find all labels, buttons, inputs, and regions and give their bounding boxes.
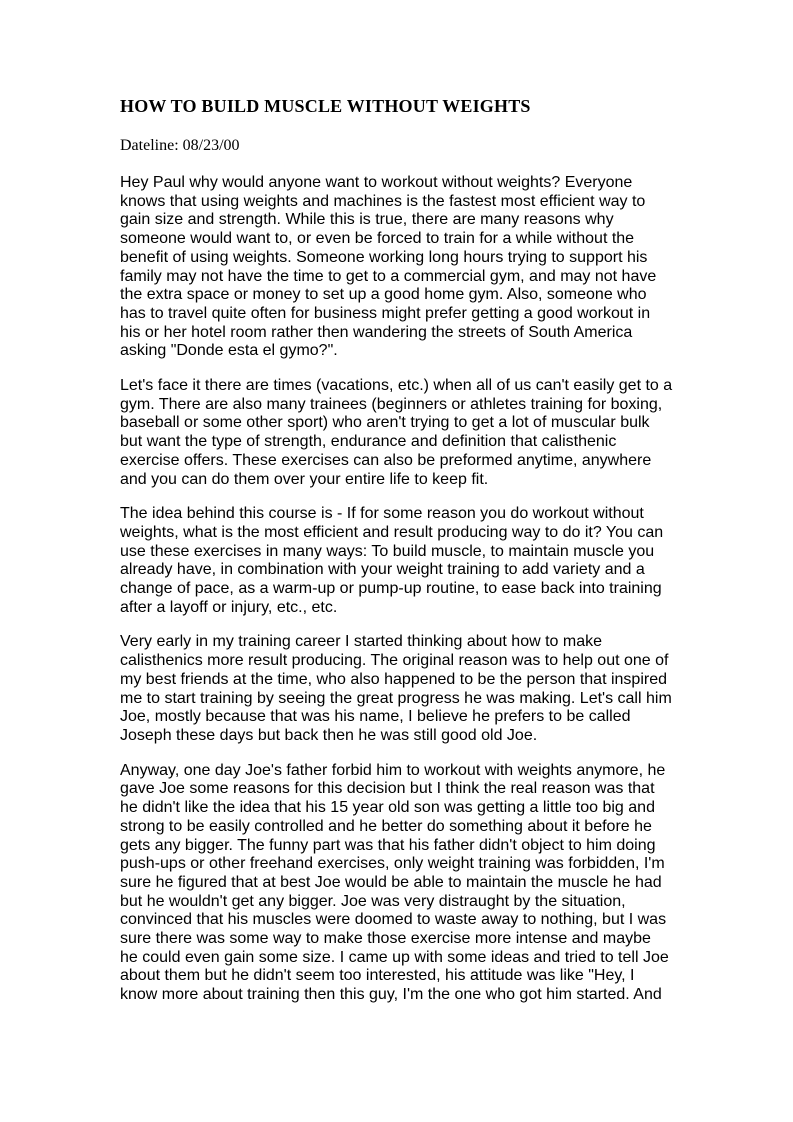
dateline: Dateline: 08/23/00 [120,137,240,154]
paragraph-3: The idea behind this course is - If for some reason you do workout without weights, what is the most efficient and result producing way to do it? You can use these exercises in many ways: To build muscle, to maintain muscle you already have, in combination with your weight training to add variety and a change of pace, as a warm-up or pump-up routine, to ease back into training after a layoff or injury, etc., etc. [120,505,664,616]
paragraph-5: Anyway, one day Joe's father forbid him to workout with weights anymore, he gave Joe some reasons for this decision but I think the real reason was that he didn't like the idea that his 15 year old son was getting a little too big and strong to be easily controlled and he better do something about it before he gets any bigger. The funny part was that his father didn't object to him doing push-ups or other freehand exercises, only weight training was forbidden, I'm sure he figured that at best Joe would be able to maintain the muscle he had but he wouldn't get any bigger. Joe was very distraught by the situation, convinced that his muscles were doomed to waste away to nothing, but I was sure there was some way to make those exercise more intense and maybe he could even gain some size. I came up with some ideas and tried to tell Joe about them but he didn't seem too interested, his attitude was like "Hey, I know more about training then this guy, I'm the one who got him started. And [120,761,669,1004]
paragraph-4: Very early in my training career I started thinking about how to make calisthenics more result producing. The original reason was to help out one of my best friends at the time, who also happened to be the person that inspired me to start training by seeing the great progress he was making. Let's call him Joe, mostly because that was his name, I believe he prefers to be called Joseph these days but back then he was still good old Joe. [120,633,672,744]
document-body [120,174,673,1005]
document-title: HOW TO BUILD MUSCLE WITHOUT WEIGHTS [120,96,531,116]
paragraph-1: Hey Paul why would anyone want to workout without weights? Everyone knows that using weights and machines is the fastest most efficient way to gain size and strength. While this is true, there are many reasons why someone would want to, or even be forced to train for a while without the benefit of using weights. Someone working long hours trying to support his family may not have the time to get to a commercial gym, and may not have the extra space or money to set up a good home gym. Also, someone who has to travel quite often for business might prefer getting a good workout in his or her hotel room rather then wandering the streets of South America asking "Donde esta el gymo?". [120,174,657,360]
paragraph-2: Let's face it there are times (vacations, etc.) when all of us can't easily get to a gym. There are also many trainees (beginners or athletes training for boxing, baseball or some other sport) who aren't trying to get a lot of muscular bulk but want the type of strength, endurance and definition that calisthenic exercise offers. These exercises can also be preformed anytime, anywhere and you can do them over your entire life to keep fit. [120,377,673,488]
